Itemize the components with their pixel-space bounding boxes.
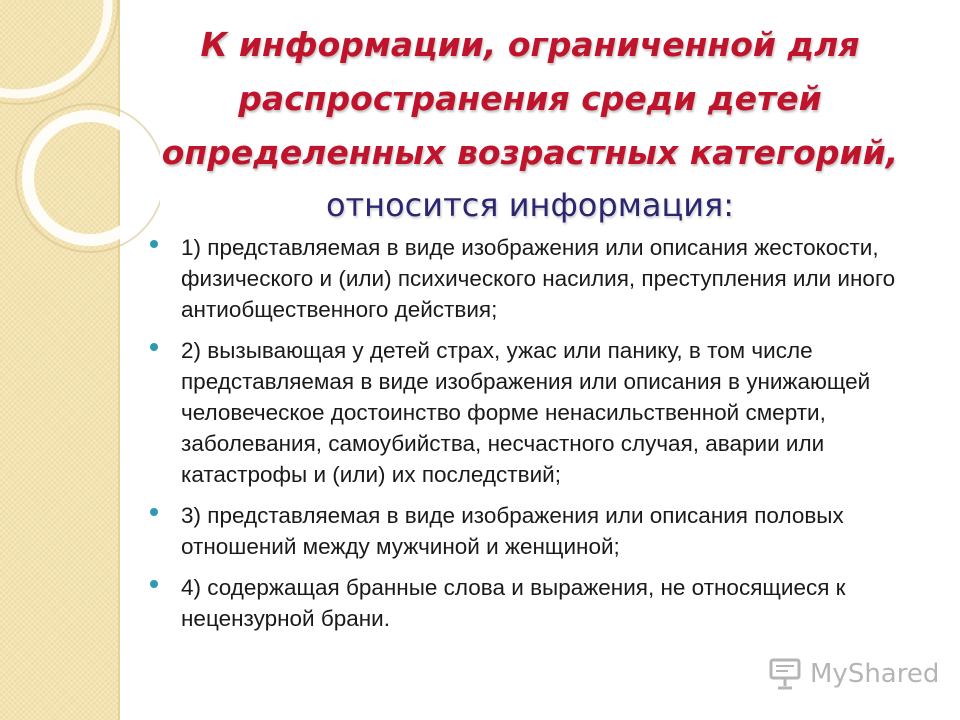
slide-title: [140, 18, 920, 232]
list-item: [150, 572, 920, 634]
presentation-board-icon: [768, 658, 802, 690]
bullet-dot-icon: [150, 508, 158, 516]
bullet-list: [150, 232, 920, 644]
title-line-4: относится информация:: [325, 186, 735, 224]
watermark: [768, 656, 939, 692]
bullet-dot-icon: [150, 343, 158, 351]
decorative-circles: [0, 0, 160, 320]
title-line-3: определенных возрастных категорий,: [161, 133, 899, 172]
title-line-1: К информации, ограниченной для: [200, 25, 860, 64]
list-item: [150, 500, 920, 562]
list-item-text: 2) вызывающая у детей страх, ужас или панику, в том числе представляемая в виде изображения или описания в унижающей человеческое достоинство форме ненасильственной смерти, заболевания, самоубийства, несчастного случая, аварии или катастрофы и (или) их последствий;: [181, 338, 871, 487]
list-item-text: 3) представляемая в виде изображения или описания половых отношений между мужчиной и женщиной;: [181, 503, 844, 559]
watermark-text: MyShared: [810, 659, 940, 689]
list-item-text: 1) представляемая в виде изображения или описания жестокости, физического и (или) психического насилия, преступления или иного антиобщественного действия;: [181, 235, 896, 322]
title-line-2: распространения среди детей: [238, 79, 822, 118]
bullet-dot-icon: [150, 580, 158, 588]
list-item: [150, 232, 920, 325]
list-item: [150, 335, 920, 490]
bullet-dot-icon: [150, 240, 158, 248]
list-item-text: 4) содержащая бранные слова и выражения, не относящиеся к нецензурной брани.: [181, 575, 846, 631]
